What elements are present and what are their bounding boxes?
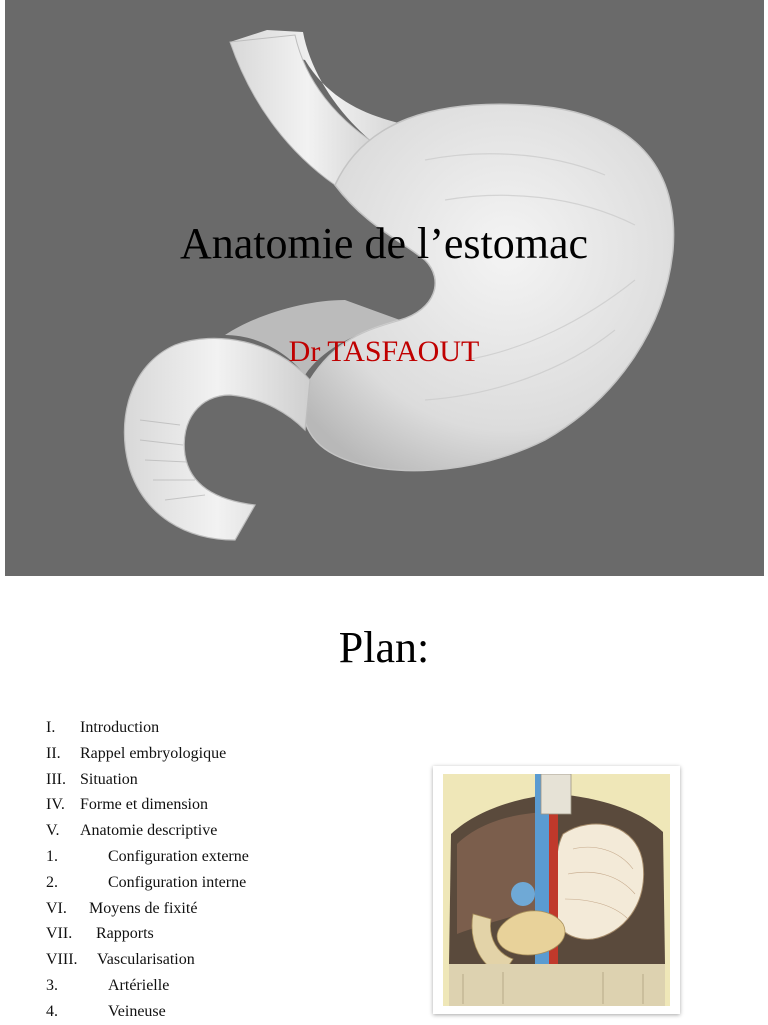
plan-item-number: VIII. <box>46 951 78 969</box>
plan-item-label: Rapports <box>96 925 154 943</box>
title-slide <box>5 0 764 576</box>
slide-title: Anatomie de l’estomac <box>179 219 589 268</box>
plan-item-label: Veineuse <box>108 1002 166 1020</box>
plan-item-number: VII. <box>46 925 73 943</box>
plan-item-label: Introduction <box>80 719 160 736</box>
plan-item-label: Forme et dimension <box>80 796 208 814</box>
plan-item <box>46 715 249 741</box>
plan-item-number: 4. <box>46 1002 58 1020</box>
plan-item <box>46 767 249 793</box>
plan-item-label: Moyens de fixité <box>89 899 198 917</box>
plan-item-number: 2. <box>46 873 58 891</box>
plan-title: Plan: <box>338 623 430 672</box>
plan-item-number: I. <box>46 719 56 736</box>
plan-item <box>46 818 249 844</box>
plan-item-label: Artérielle <box>108 976 170 994</box>
slide-author: Dr TASFAOUT <box>288 335 480 368</box>
plan-item-label: Vascularisation <box>97 951 195 969</box>
plan-item-number: III. <box>46 770 66 788</box>
plan-item-label: Configuration externe <box>108 847 249 865</box>
plan-item <box>46 870 249 896</box>
plan-item-label: Rappel embryologique <box>80 744 227 762</box>
plan-item-number: II. <box>46 744 61 762</box>
plan-item <box>46 741 249 767</box>
plan-item-number: IV. <box>46 796 65 814</box>
abdominal-anatomy-illustration <box>443 774 670 1006</box>
plan-item <box>46 999 249 1025</box>
plan-item-number: 1. <box>46 847 58 865</box>
plan-item-number: 3. <box>46 976 58 994</box>
plan-item <box>46 947 249 973</box>
plan-item <box>46 844 249 870</box>
anatomy-figure <box>433 766 680 1014</box>
plan-item <box>46 896 249 922</box>
stomach-illustration <box>5 0 764 576</box>
plan-item-number: V. <box>46 822 60 840</box>
plan-item-label: Anatomie descriptive <box>80 822 218 840</box>
plan-list <box>46 715 249 1025</box>
plan-item <box>46 921 249 947</box>
plan-item-label: Situation <box>80 770 138 788</box>
plan-item-number: VI. <box>46 899 67 917</box>
plan-item <box>46 973 249 999</box>
plan-item <box>46 792 249 818</box>
plan-item-label: Configuration interne <box>108 873 247 891</box>
